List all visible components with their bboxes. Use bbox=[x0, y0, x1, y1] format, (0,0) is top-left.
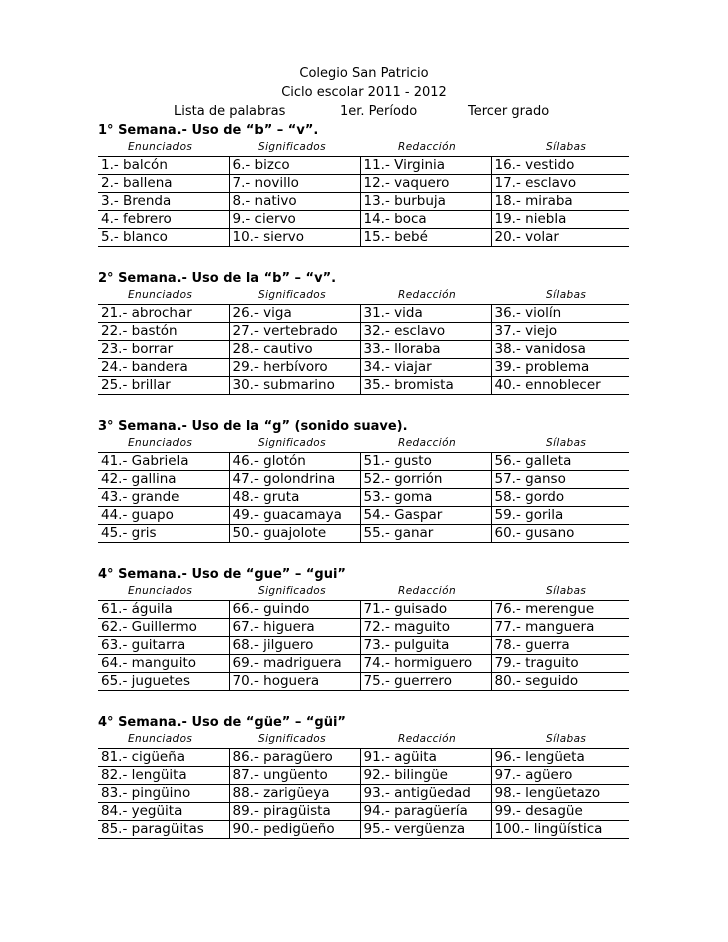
week-section bbox=[98, 418, 630, 543]
word-cell: 23.- borrar bbox=[98, 341, 229, 359]
word-cell: 42.- gallina bbox=[98, 471, 229, 489]
table-row bbox=[98, 157, 629, 175]
word-cell: 46.- glotón bbox=[229, 453, 360, 471]
column-headers bbox=[98, 140, 630, 156]
word-cell: 78.- guerra bbox=[491, 637, 629, 655]
column-headers bbox=[98, 584, 630, 600]
column-header: Sílabas bbox=[546, 141, 587, 153]
word-cell: 85.- paragüitas bbox=[98, 821, 229, 839]
column-headers bbox=[98, 732, 630, 748]
word-table bbox=[98, 748, 629, 839]
word-cell: 74.- hormiguero bbox=[360, 655, 491, 673]
table-row bbox=[98, 193, 629, 211]
word-table bbox=[98, 600, 629, 691]
word-cell: 55.- ganar bbox=[360, 525, 491, 543]
table-row bbox=[98, 637, 629, 655]
table-row bbox=[98, 341, 629, 359]
word-cell: 68.- jilguero bbox=[229, 637, 360, 655]
column-header: Redacción bbox=[398, 437, 456, 449]
word-cell: 16.- vestido bbox=[491, 157, 629, 175]
word-table bbox=[98, 452, 629, 543]
table-row bbox=[98, 619, 629, 637]
column-header: Sílabas bbox=[546, 437, 587, 449]
word-cell: 84.- yegüita bbox=[98, 803, 229, 821]
word-cell: 29.- herbívoro bbox=[229, 359, 360, 377]
column-headers bbox=[98, 436, 630, 452]
word-cell: 52.- gorrión bbox=[360, 471, 491, 489]
table-row bbox=[98, 377, 629, 395]
word-cell: 45.- gris bbox=[98, 525, 229, 543]
table-row bbox=[98, 525, 629, 543]
column-headers bbox=[98, 288, 630, 304]
word-cell: 37.- viejo bbox=[491, 323, 629, 341]
word-cell: 95.- vergüenza bbox=[360, 821, 491, 839]
word-cell: 40.- ennoblecer bbox=[491, 377, 629, 395]
word-cell: 81.- cigüeña bbox=[98, 749, 229, 767]
section-title: 2° Semana.- Uso de la “b” – “v”. bbox=[98, 271, 337, 286]
word-cell: 72.- maguito bbox=[360, 619, 491, 637]
table-row bbox=[98, 821, 629, 839]
word-cell: 75.- guerrero bbox=[360, 673, 491, 691]
word-cell: 90.- pedigüeño bbox=[229, 821, 360, 839]
word-cell: 11.- Virginia bbox=[360, 157, 491, 175]
column-header: Sílabas bbox=[546, 585, 587, 597]
section-title: 1° Semana.- Uso de “b” – “v”. bbox=[98, 123, 319, 138]
word-cell: 34.- viajar bbox=[360, 359, 491, 377]
week-section bbox=[98, 714, 630, 839]
word-cell: 35.- bromista bbox=[360, 377, 491, 395]
word-cell: 87.- ungüento bbox=[229, 767, 360, 785]
word-cell: 48.- gruta bbox=[229, 489, 360, 507]
word-cell: 41.- Gabriela bbox=[98, 453, 229, 471]
word-cell: 6.- bizco bbox=[229, 157, 360, 175]
word-cell: 65.- juguetes bbox=[98, 673, 229, 691]
word-cell: 30.- submarino bbox=[229, 377, 360, 395]
word-cell: 36.- violín bbox=[491, 305, 629, 323]
word-cell: 57.- ganso bbox=[491, 471, 629, 489]
table-row bbox=[98, 749, 629, 767]
period-label: 1er. Período bbox=[340, 104, 418, 119]
word-cell: 33.- lloraba bbox=[360, 341, 491, 359]
word-cell: 97.- agüero bbox=[491, 767, 629, 785]
word-cell: 32.- esclavo bbox=[360, 323, 491, 341]
word-cell: 1.- balcón bbox=[98, 157, 229, 175]
word-cell: 12.- vaquero bbox=[360, 175, 491, 193]
word-cell: 76.- merengue bbox=[491, 601, 629, 619]
word-cell: 15.- bebé bbox=[360, 229, 491, 247]
column-header: Significados bbox=[258, 733, 326, 745]
word-table bbox=[98, 156, 629, 247]
word-cell: 63.- guitarra bbox=[98, 637, 229, 655]
word-cell: 28.- cautivo bbox=[229, 341, 360, 359]
word-cell: 2.- ballena bbox=[98, 175, 229, 193]
table-row bbox=[98, 601, 629, 619]
word-cell: 39.- problema bbox=[491, 359, 629, 377]
table-row bbox=[98, 507, 629, 525]
word-cell: 89.- piragüista bbox=[229, 803, 360, 821]
word-cell: 53.- goma bbox=[360, 489, 491, 507]
word-cell: 83.- pingüino bbox=[98, 785, 229, 803]
word-cell: 50.- guajolote bbox=[229, 525, 360, 543]
word-cell: 91.- agüita bbox=[360, 749, 491, 767]
table-row bbox=[98, 471, 629, 489]
word-cell: 98.- lengüetazo bbox=[491, 785, 629, 803]
word-cell: 26.- viga bbox=[229, 305, 360, 323]
word-cell: 86.- paragüero bbox=[229, 749, 360, 767]
word-cell: 92.- bilingüe bbox=[360, 767, 491, 785]
word-cell: 3.- Brenda bbox=[98, 193, 229, 211]
word-cell: 69.- madriguera bbox=[229, 655, 360, 673]
table-row bbox=[98, 175, 629, 193]
word-cell: 49.- guacamaya bbox=[229, 507, 360, 525]
word-cell: 71.- guisado bbox=[360, 601, 491, 619]
word-cell: 9.- ciervo bbox=[229, 211, 360, 229]
table-row bbox=[98, 305, 629, 323]
word-cell: 13.- burbuja bbox=[360, 193, 491, 211]
word-cell: 66.- guindo bbox=[229, 601, 360, 619]
table-row bbox=[98, 803, 629, 821]
word-cell: 64.- manguito bbox=[98, 655, 229, 673]
word-cell: 47.- golondrina bbox=[229, 471, 360, 489]
column-header: Sílabas bbox=[546, 289, 587, 301]
word-cell: 61.- águila bbox=[98, 601, 229, 619]
table-row bbox=[98, 453, 629, 471]
word-cell: 25.- brillar bbox=[98, 377, 229, 395]
word-cell: 19.- niebla bbox=[491, 211, 629, 229]
column-header: Enunciados bbox=[128, 733, 193, 745]
word-cell: 38.- vanidosa bbox=[491, 341, 629, 359]
table-row bbox=[98, 359, 629, 377]
column-header: Significados bbox=[258, 289, 326, 301]
word-cell: 43.- grande bbox=[98, 489, 229, 507]
word-cell: 14.- boca bbox=[360, 211, 491, 229]
word-cell: 59.- gorila bbox=[491, 507, 629, 525]
word-cell: 17.- esclavo bbox=[491, 175, 629, 193]
column-header: Redacción bbox=[398, 289, 456, 301]
week-section bbox=[98, 122, 630, 247]
word-table bbox=[98, 304, 629, 395]
word-cell: 54.- Gaspar bbox=[360, 507, 491, 525]
word-cell: 100.- lingüística bbox=[491, 821, 629, 839]
table-row bbox=[98, 323, 629, 341]
table-row bbox=[98, 767, 629, 785]
week-section bbox=[98, 566, 630, 691]
table-row bbox=[98, 673, 629, 691]
word-cell: 8.- nativo bbox=[229, 193, 360, 211]
word-cell: 20.- volar bbox=[491, 229, 629, 247]
section-title: 4° Semana.- Uso de “gue” – “gui” bbox=[98, 567, 346, 582]
header-row bbox=[0, 104, 728, 120]
school-name: Colegio San Patricio bbox=[299, 66, 429, 81]
word-cell: 56.- galleta bbox=[491, 453, 629, 471]
word-cell: 21.- abrochar bbox=[98, 305, 229, 323]
word-cell: 80.- seguido bbox=[491, 673, 629, 691]
word-cell: 58.- gordo bbox=[491, 489, 629, 507]
section-title: 4° Semana.- Uso de “güe” – “güi” bbox=[98, 715, 346, 730]
word-cell: 60.- gusano bbox=[491, 525, 629, 543]
word-cell: 88.- zarigüeya bbox=[229, 785, 360, 803]
column-header: Enunciados bbox=[128, 141, 193, 153]
column-header: Redacción bbox=[398, 585, 456, 597]
word-cell: 10.- siervo bbox=[229, 229, 360, 247]
column-header: Significados bbox=[258, 585, 326, 597]
list-title: Lista de palabras bbox=[174, 104, 286, 119]
word-cell: 73.- pulguita bbox=[360, 637, 491, 655]
word-cell: 79.- traguito bbox=[491, 655, 629, 673]
column-header: Significados bbox=[258, 437, 326, 449]
word-cell: 51.- gusto bbox=[360, 453, 491, 471]
table-row bbox=[98, 655, 629, 673]
word-cell: 70.- hoguera bbox=[229, 673, 360, 691]
column-header: Significados bbox=[258, 141, 326, 153]
word-cell: 24.- bandera bbox=[98, 359, 229, 377]
column-header: Redacción bbox=[398, 141, 456, 153]
school-cycle: Ciclo escolar 2011 - 2012 bbox=[281, 85, 447, 100]
word-cell: 93.- antigüedad bbox=[360, 785, 491, 803]
word-cell: 31.- vida bbox=[360, 305, 491, 323]
table-row bbox=[98, 229, 629, 247]
column-header: Redacción bbox=[398, 733, 456, 745]
word-cell: 99.- desagüe bbox=[491, 803, 629, 821]
word-cell: 82.- lengüita bbox=[98, 767, 229, 785]
table-row bbox=[98, 489, 629, 507]
word-cell: 44.- guapo bbox=[98, 507, 229, 525]
word-cell: 4.- febrero bbox=[98, 211, 229, 229]
grade-label: Tercer grado bbox=[468, 104, 550, 119]
table-row bbox=[98, 785, 629, 803]
word-cell: 22.- bastón bbox=[98, 323, 229, 341]
table-row bbox=[98, 211, 629, 229]
column-header: Enunciados bbox=[128, 289, 193, 301]
column-header: Enunciados bbox=[128, 437, 193, 449]
column-header: Enunciados bbox=[128, 585, 193, 597]
word-cell: 5.- blanco bbox=[98, 229, 229, 247]
word-cell: 62.- Guillermo bbox=[98, 619, 229, 637]
word-cell: 96.- lengüeta bbox=[491, 749, 629, 767]
word-cell: 77.- manguera bbox=[491, 619, 629, 637]
word-cell: 67.- higuera bbox=[229, 619, 360, 637]
word-cell: 18.- miraba bbox=[491, 193, 629, 211]
word-cell: 27.- vertebrado bbox=[229, 323, 360, 341]
column-header: Sílabas bbox=[546, 733, 587, 745]
word-cell: 7.- novillo bbox=[229, 175, 360, 193]
word-cell: 94.- paragüería bbox=[360, 803, 491, 821]
section-title: 3° Semana.- Uso de la “g” (sonido suave). bbox=[98, 419, 408, 434]
week-section bbox=[98, 270, 630, 395]
